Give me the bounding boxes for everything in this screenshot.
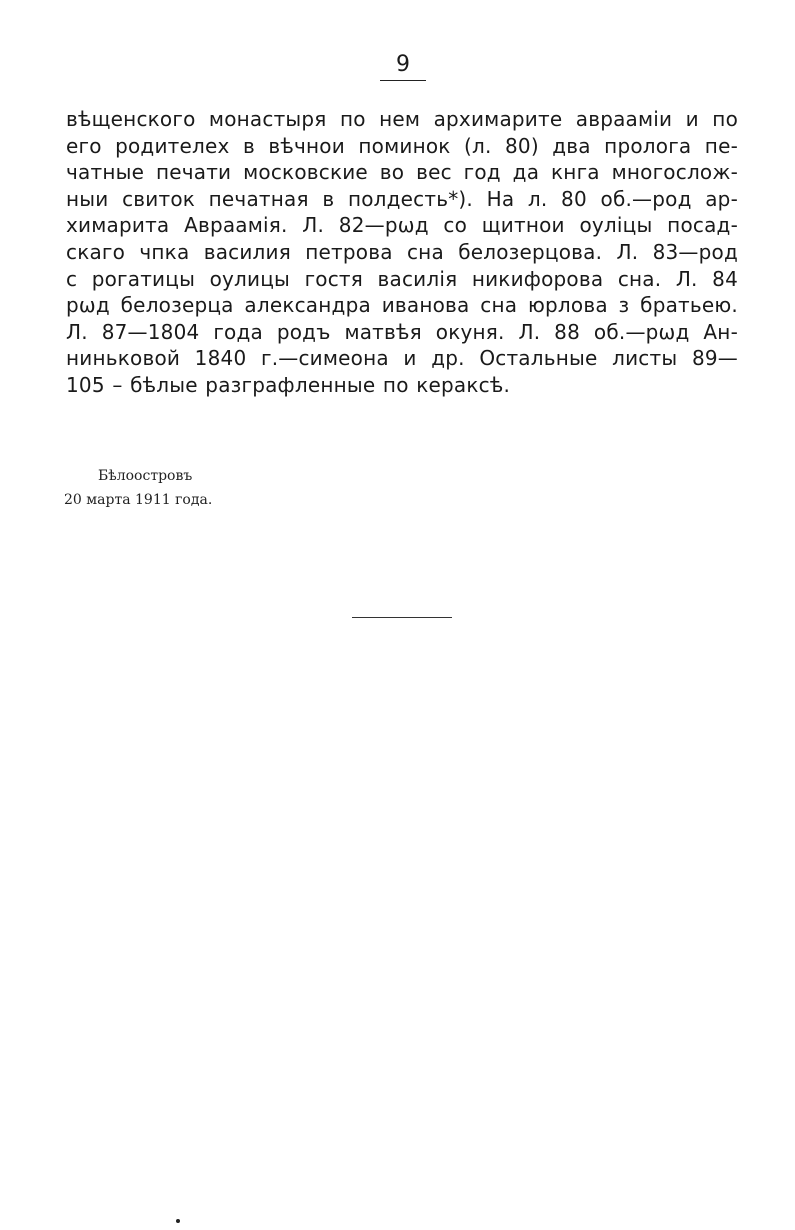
signature-block [64, 464, 212, 512]
text-line-last: 105 – бѣлые разграфленные по кераксѣ. [66, 372, 511, 397]
page-number: 9 [396, 52, 410, 77]
ink-speck [176, 1219, 180, 1223]
text-line: его родителех в вѣчнои поминок (л. 80) два пролога пе- [66, 133, 738, 158]
signature-place: Бѣлоостровъ [98, 468, 193, 484]
text-line: Л. 87—1804 года родъ матвѣя окуня. Л. 88 об.—рωд Ан- [66, 319, 738, 344]
body-text [66, 106, 738, 399]
text-line: вѣщенского монастыря по нем архимарите авраамiи и по [66, 107, 738, 131]
text-line: ниньковой 1840 г.—симеона и др. Остальные листы 89— [66, 346, 738, 371]
text-line: химарита Авраамiя. Л. 82—рωд со щитнои оулiцы посад- [66, 213, 738, 238]
text-line: чатные печати московские во вес год да кнга многослож- [66, 160, 738, 185]
page-number-underline [380, 80, 426, 81]
text-line: скаго чпка василия петрова сна белозерцова. Л. 83—род [66, 239, 738, 264]
text-line: ныи свиток печатная в полдесть*). На л. 80 об.—род ар- [66, 186, 738, 211]
text-line: рωд белозерца александра иванова сна юрлова з братьею. [66, 293, 738, 318]
text-line: с рогатицы оулицы гостя василiя никифорова сна. Л. 84 [66, 266, 738, 291]
signature-date: 20 марта 1911 года. [64, 492, 213, 508]
end-divider [352, 617, 452, 618]
